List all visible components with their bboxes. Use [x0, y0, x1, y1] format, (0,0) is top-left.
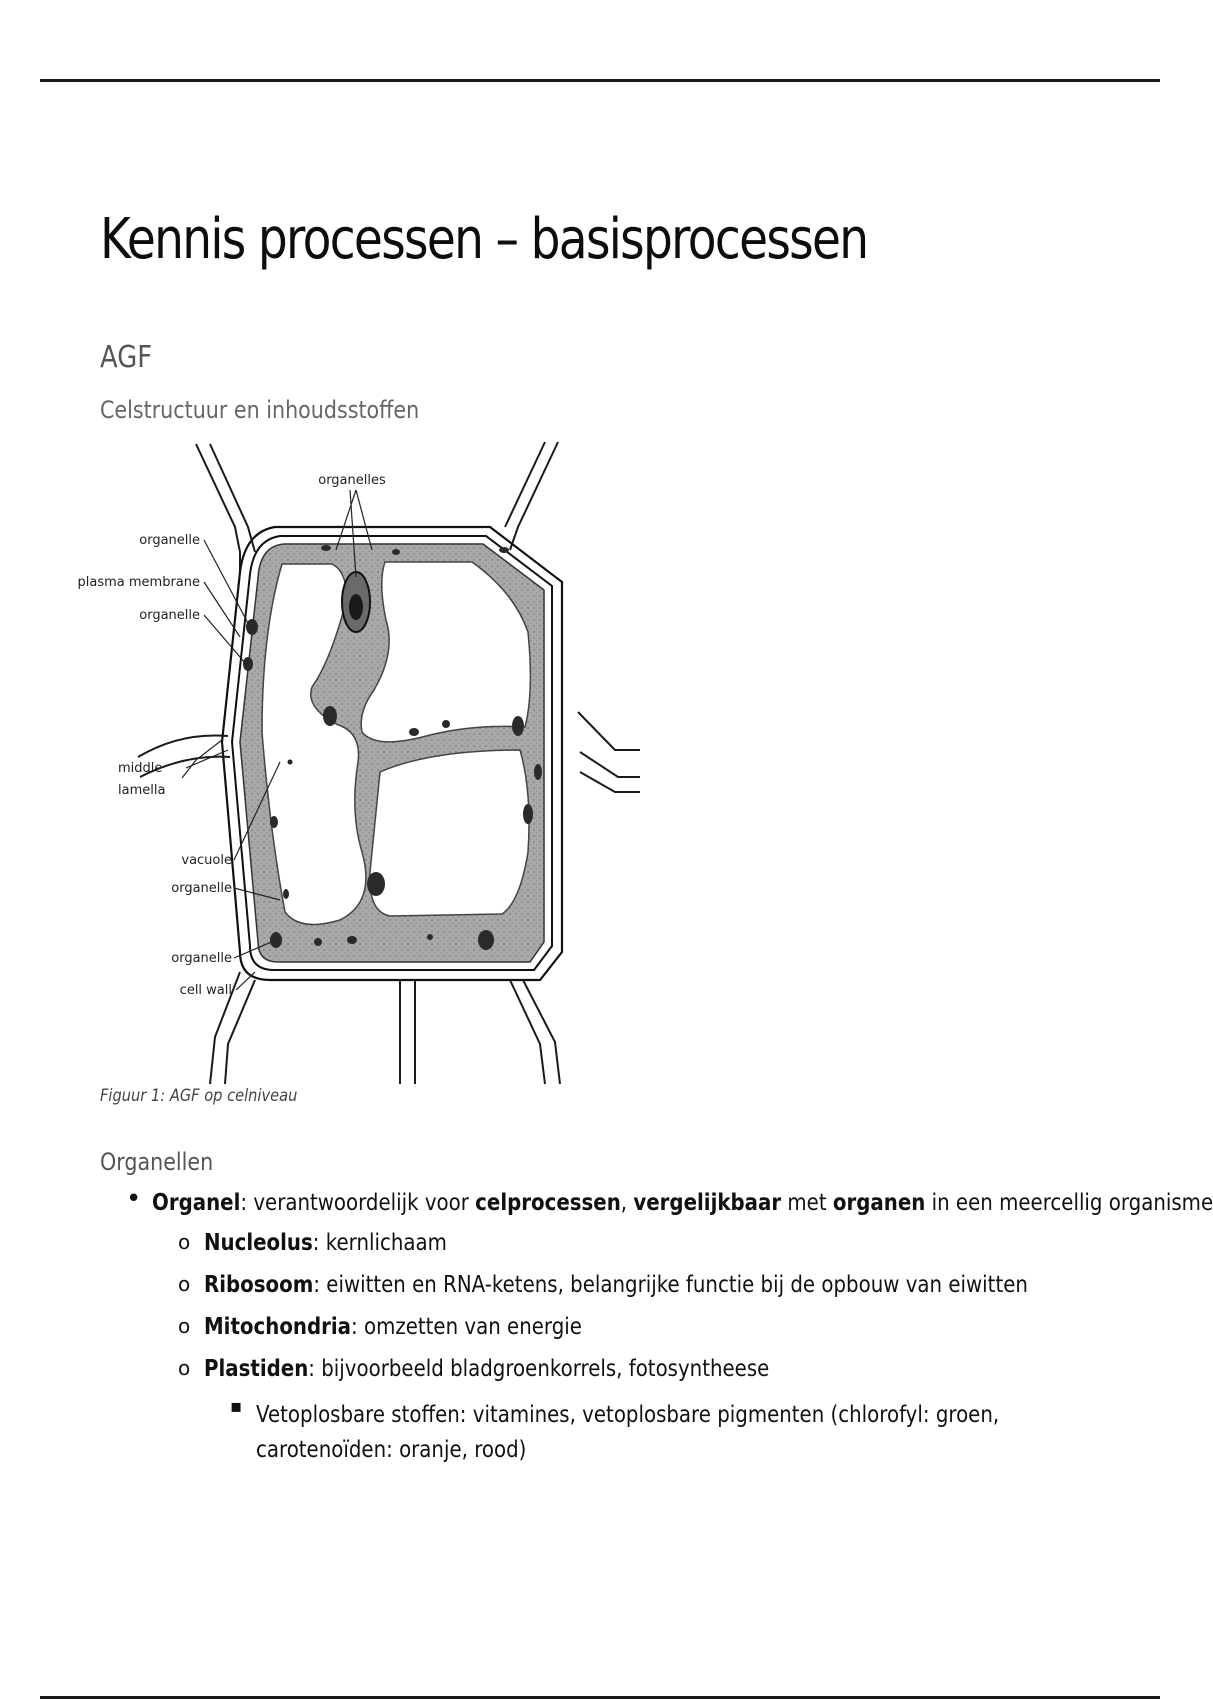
page-title: Kennis processen – basisprocessen [100, 207, 868, 272]
list-item-organel [152, 1188, 1213, 1219]
text-b: , [620, 1190, 634, 1216]
plant-cell-diagram [77, 432, 630, 1084]
label-organelle-1: organelle [139, 533, 200, 548]
term-nucleolus: Nucleolus [204, 1230, 313, 1256]
vacuole-bottom-right [370, 750, 529, 916]
label-lamella: lamella [118, 783, 166, 798]
list-item-mitochondria [204, 1312, 582, 1343]
bullet-level2: o [178, 1230, 191, 1254]
subsection-heading: Celstructuur en inhoudsstoffen [100, 396, 420, 424]
header-rule [40, 79, 1160, 82]
text-a: : verantwoordelijk voor [240, 1190, 476, 1216]
label-cell-wall: cell wall [179, 983, 232, 998]
term-organel: Organel [152, 1190, 241, 1216]
label-middle: middle [118, 761, 163, 776]
section-heading: AGF [100, 340, 153, 375]
label-organelle-3: organelle [171, 881, 232, 896]
list-item-vetoplosbare: Vetoplosbare stoffen: vitamines, vetoplosbare pigmenten (chlorofyl: groen, carotenoïden: oranje, rood) [256, 1402, 1000, 1463]
vacuole-pointer-dot [288, 760, 293, 765]
list-item-ribosoom [204, 1270, 1028, 1301]
text-c: met [781, 1190, 833, 1216]
term-organen: organen [832, 1190, 926, 1216]
term-plastiden: Plastiden [204, 1356, 309, 1382]
organellen-heading: Organellen [100, 1148, 214, 1176]
desc-ribosoom: : eiwitten en RNA-ketens, belangrijke functie bij de opbouw van eiwitten [313, 1272, 1028, 1298]
label-organelle-4: organelle [171, 951, 232, 966]
list-item-nucleolus [204, 1228, 447, 1259]
term-ribosoom: Ribosoom [204, 1272, 314, 1298]
label-plasma-membrane: plasma membrane [77, 575, 200, 590]
desc-nucleolus: : kernlichaam [312, 1230, 447, 1256]
footer-rule [40, 1696, 1160, 1699]
bullet-level2: o [178, 1272, 191, 1296]
figure-caption: Figuur 1: AGF op celniveau [100, 1086, 298, 1106]
desc-mitochondria: : omzetten van energie [351, 1314, 582, 1340]
nucleolus [349, 594, 363, 620]
label-organelles: organelles [318, 473, 386, 488]
bullet-level3: ▪ [230, 1396, 243, 1417]
desc-plastiden: : bijvoorbeeld bladgroenkorrels, fotosyntheese [308, 1356, 770, 1382]
bullet-level2: o [178, 1356, 191, 1380]
term-celprocessen: celprocessen [475, 1190, 621, 1216]
text-d: in een meercellig organisme [925, 1190, 1213, 1216]
term-mitochondria: Mitochondria [204, 1314, 352, 1340]
bullet-level2: o [178, 1314, 191, 1338]
list-item-plastiden [204, 1354, 769, 1385]
term-vergelijkbaar: vergelijkbaar [633, 1190, 782, 1216]
label-vacuole: vacuole [181, 853, 232, 868]
label-organelle-2: organelle [139, 608, 200, 623]
bullet-level1: • [126, 1184, 142, 1214]
cell-diagram-figure [77, 432, 630, 1084]
